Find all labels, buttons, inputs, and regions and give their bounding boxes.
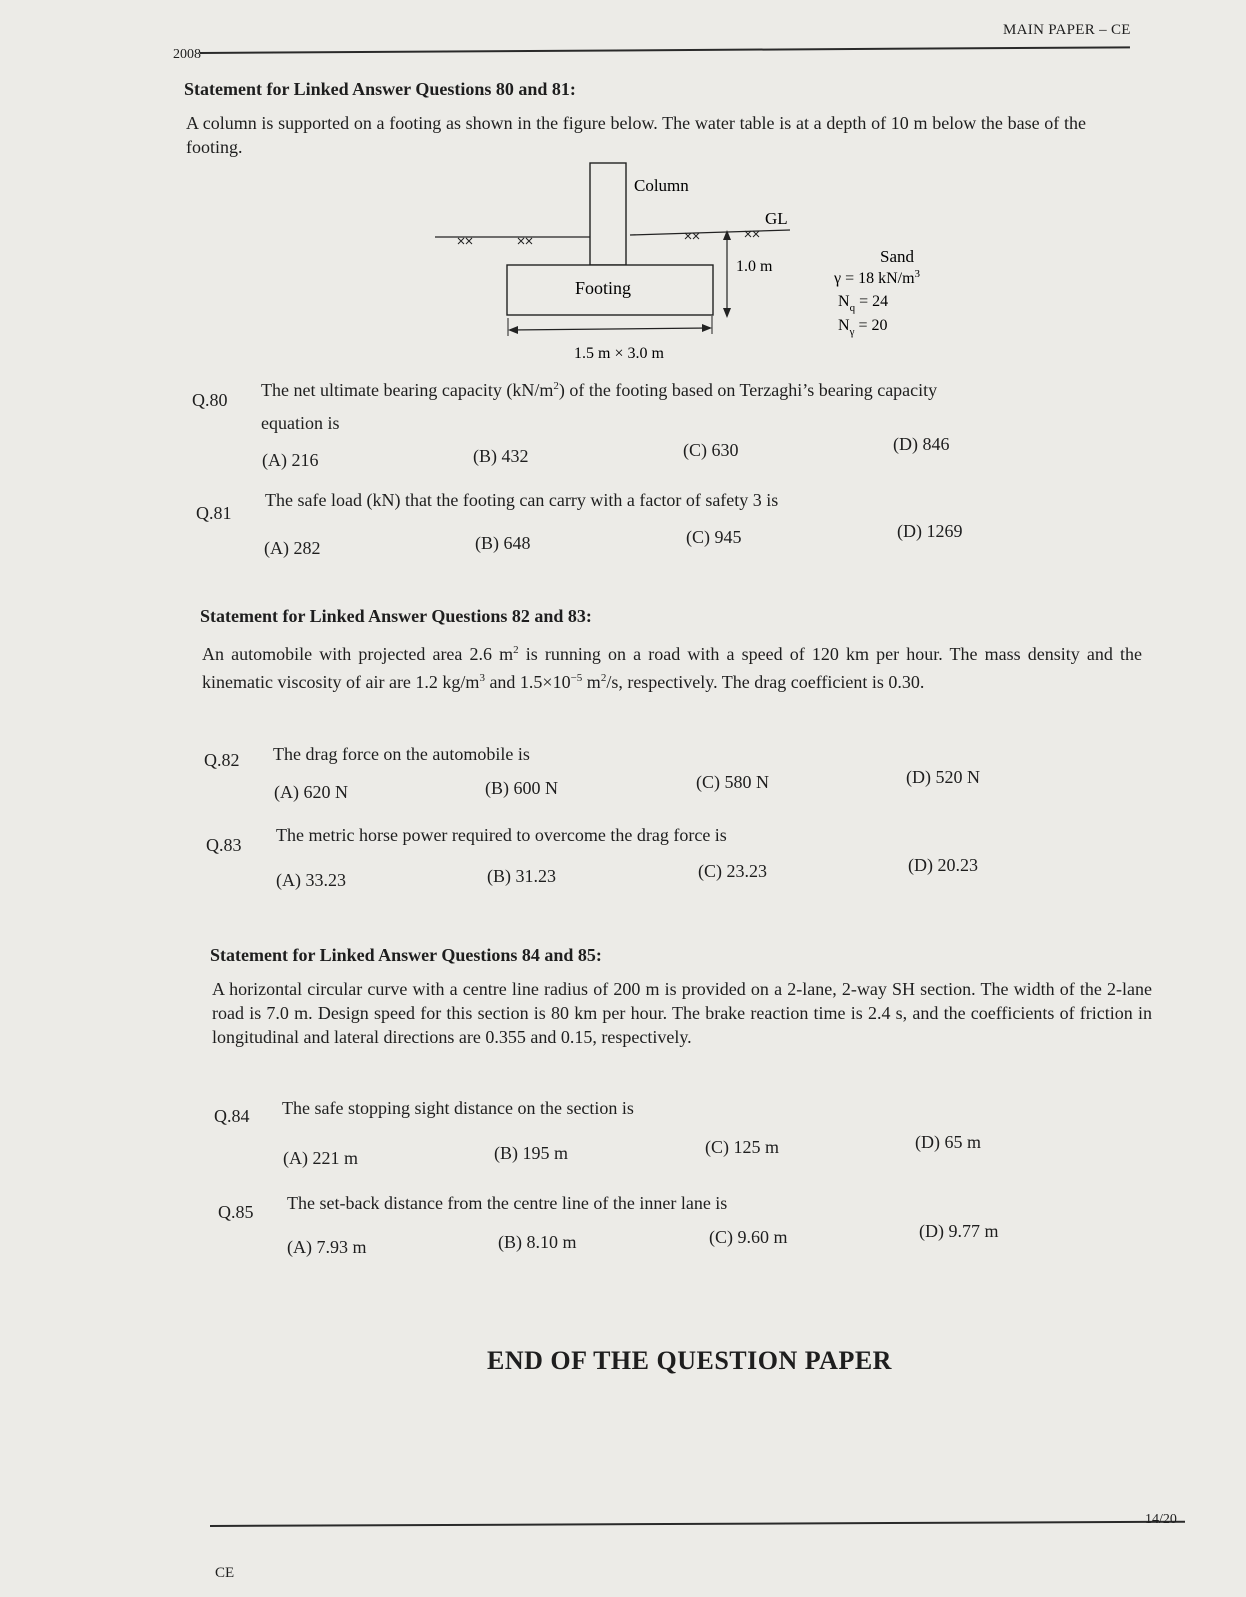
- option-83-d[interactable]: (D) 20.23: [908, 855, 978, 875]
- option-85-d[interactable]: (D) 9.77 m: [919, 1221, 999, 1241]
- footer-subject: CE: [215, 1565, 235, 1581]
- option-83-a[interactable]: (A) 33.23: [276, 870, 346, 890]
- option-84-a[interactable]: (A) 221 m: [283, 1148, 358, 1168]
- question-number-83: Q.83: [206, 835, 242, 855]
- question-text-84: The safe stopping sight distance on the section is: [282, 1098, 634, 1118]
- question-number-80: Q.80: [192, 390, 228, 410]
- option-84-d[interactable]: (D) 65 m: [915, 1132, 981, 1152]
- column-label: Column: [634, 176, 689, 195]
- paper-label: MAIN PAPER – CE: [1003, 22, 1131, 38]
- question-number-81: Q.81: [196, 503, 232, 523]
- question-number-84: Q.84: [214, 1106, 250, 1126]
- question-number-82: Q.82: [204, 750, 240, 770]
- option-80-c[interactable]: (C) 630: [683, 440, 739, 460]
- column-shape: [590, 163, 626, 265]
- option-83-c[interactable]: (C) 23.23: [698, 861, 767, 881]
- page-number: 14/20: [1145, 1512, 1177, 1527]
- option-82-b[interactable]: (B) 600 N: [485, 778, 558, 798]
- option-82-d[interactable]: (D) 520 N: [906, 767, 980, 787]
- option-85-b[interactable]: (B) 8.10 m: [498, 1232, 577, 1252]
- question-text-80-cont: equation is: [261, 413, 340, 433]
- question-text-81: The safe load (kN) that the footing can carry with a factor of safety 3 is: [265, 490, 779, 510]
- option-83-b[interactable]: (B) 31.23: [487, 866, 556, 886]
- size-label: 1.5 m × 3.0 m: [574, 345, 664, 362]
- option-85-a[interactable]: (A) 7.93 m: [287, 1237, 367, 1257]
- ng-label: $N_\gamma = 20$: [838, 317, 888, 338]
- paper-year: 2008: [173, 47, 201, 62]
- header-rule: [200, 46, 1130, 54]
- question-text-83: The metric horse power required to overcome the drag force is: [276, 825, 727, 845]
- footing-figure: [420, 158, 980, 368]
- option-81-d[interactable]: (D) 1269: [897, 521, 963, 541]
- option-81-b[interactable]: (B) 648: [475, 533, 531, 553]
- option-80-b[interactable]: (B) 432: [473, 446, 529, 466]
- statement-82-83: An automobile with projected area 2.6 $m^2$ is running on a road with a speed of 120 km per hour. The mass density and the kinematic viscosity of air are 1.2 $kg/m^3$ and $1.5\times 10^{-5}$ $m^2/s$, respectively. The drag coefficient is 0.30.: [202, 644, 1142, 692]
- option-81-a[interactable]: (A) 282: [264, 538, 321, 558]
- end-of-paper: END OF THE QUESTION PAPER: [487, 1346, 892, 1375]
- statement-84-85: A horizontal circular curve with a centre line radius of 200 m is provided on a 2-lane, 2-way SH section. The width of the 2-lane road is 7.0 m. Design speed for this section is 80 km per hour. The brake reaction time is 2.4 s, and the coefficients of friction in longitudinal and lateral directions are 0.355 and 0.15, respectively.: [212, 979, 1152, 1047]
- section-heading-82-83: Statement for Linked Answer Questions 82 and 83:: [200, 606, 592, 626]
- question-text-85: The set-back distance from the centre line of the inner lane is: [287, 1193, 728, 1213]
- question-number-85: Q.85: [218, 1202, 254, 1222]
- question-text-80: The net ultimate bearing capacity $(kN/m^2)$ of the footing based on Terzaghi’s bearing capacity: [261, 380, 938, 400]
- option-81-c[interactable]: (C) 945: [686, 527, 742, 547]
- soil-label: Sand: [880, 247, 914, 266]
- footer-rule: [210, 1521, 1185, 1527]
- option-85-c[interactable]: (C) 9.60 m: [709, 1227, 788, 1247]
- gamma-label: γ = 18 $kN/m^3$: [834, 268, 921, 287]
- option-84-c[interactable]: (C) 125 m: [705, 1137, 779, 1157]
- option-84-b[interactable]: (B) 195 m: [494, 1143, 568, 1163]
- option-82-a[interactable]: (A) 620 N: [274, 782, 348, 802]
- depth-label: 1.0 m: [736, 258, 773, 275]
- nq-label: $N_q = 24$: [838, 293, 889, 314]
- gl-label: GL: [765, 209, 788, 228]
- question-text-82: The drag force on the automobile is: [273, 744, 530, 764]
- option-80-a[interactable]: (A) 216: [262, 450, 319, 470]
- statement-80-81: A column is supported on a footing as shown in the figure below. The water table is at a depth of 10 m below the base of the footing.: [186, 113, 1086, 157]
- section-heading-84-85: Statement for Linked Answer Questions 84 and 85:: [210, 945, 602, 965]
- section-heading-80-81: Statement for Linked Answer Questions 80 and 81:: [184, 79, 576, 99]
- option-82-c[interactable]: (C) 580 N: [696, 772, 769, 792]
- footing-label: Footing: [575, 278, 632, 298]
- option-80-d[interactable]: (D) 846: [893, 434, 950, 454]
